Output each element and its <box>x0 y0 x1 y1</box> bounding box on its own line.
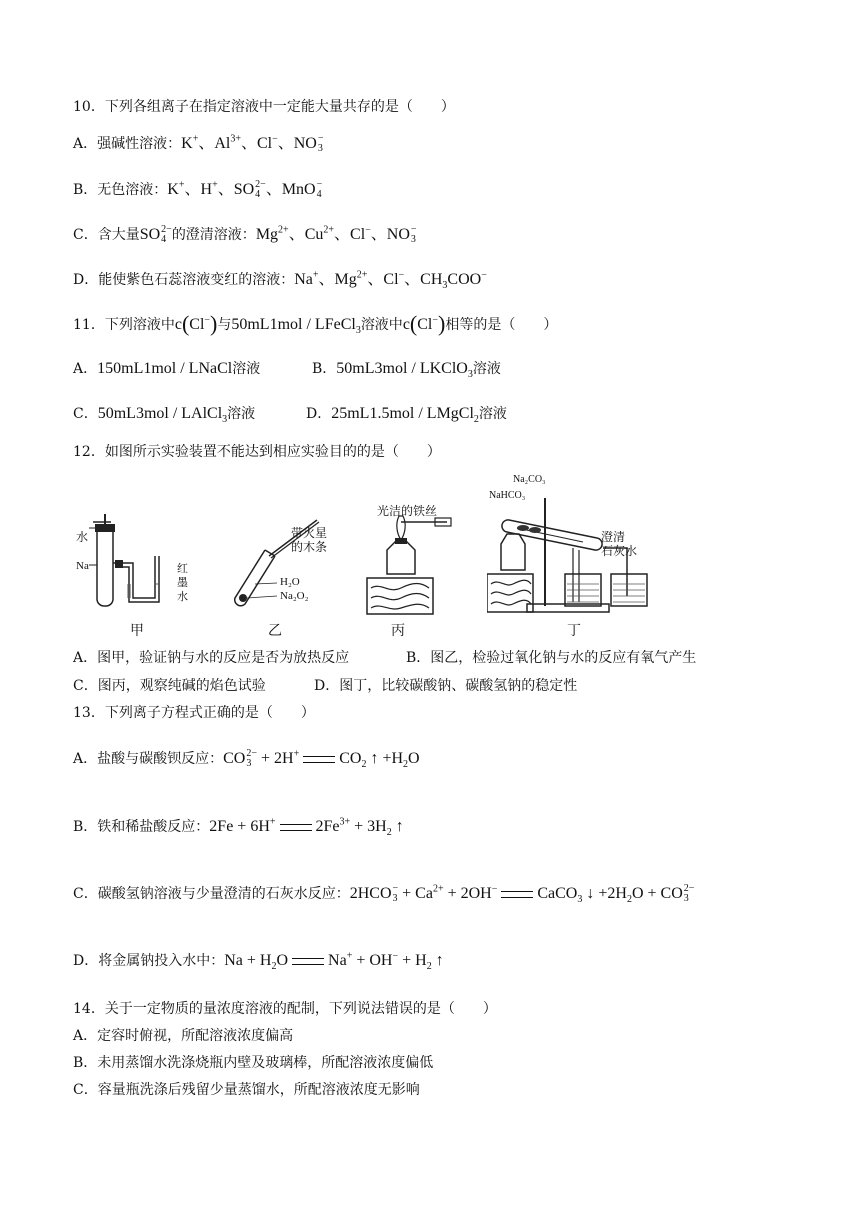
q13-stem: 13．下列离子方程式正确的是（ ） <box>73 705 315 721</box>
label-nahco3: NaHCO₃ <box>489 490 526 501</box>
q12-option-c: C．图丙，观察纯碱的焰色试验 <box>73 678 266 694</box>
q14-option-c: C．容量瓶洗涤后残留少量蒸馏水，所配溶液浓度无影响 <box>73 1082 420 1098</box>
label-glowing-splint: 带火星 的木条 <box>291 526 328 554</box>
apparatus-yi <box>221 488 351 640</box>
q11-option-a: A．150mL1mol / LNaCl溶液 <box>73 360 261 377</box>
label-na2co3: Na₂CO₃ <box>513 474 546 485</box>
q13-option-d: D．将金属钠投入水中：$Na + H_2O$ $Na^+ + OH^- + H_2$ ↑ <box>73 950 444 973</box>
q13-option-c: C．碳酸氢钠溶液与少量澄清的石灰水反应：2HCO − 3 + $Ca^{2+} + 2OH^-$ CaCO$_3$ ↓ $+2H_2O$ + CO 2− 3 <box>73 883 695 906</box>
q11-stem: 11．下列溶液中c(Cl−)与50mL1mol / LFeCl$_3$溶液中c(Cl−)相等的是（ ） <box>73 311 558 337</box>
q13-option-a: A．盐酸与碳酸钡反应：CO 2− 3 + 2H+ $CO_2$ ↑ $+H_2O$ <box>73 748 420 771</box>
q14-stem: 14．关于一定物质的量浓度溶液的配制，下列说法错误的是（ ） <box>73 1001 497 1017</box>
label-red-ink: 红 墨 水 <box>177 562 188 603</box>
q14-option-b: B．未用蒸馏水洗涤烧瓶内壁及玻璃棒，所配溶液浓度偏低 <box>73 1055 434 1071</box>
q13-option-b: B．铁和稀盐酸反应：2Fe + 6H+ $2Fe^{3+} + 3H_2$ ↑ <box>73 816 404 839</box>
q10-option-a: A．强碱性溶液：K+、$Al^{3+}$、Cl−、NO − 3 <box>73 133 324 155</box>
caption-bing: 丙 <box>391 623 405 639</box>
apparatus-figure <box>73 474 663 640</box>
label-sodium: Na <box>76 560 89 572</box>
q11-option-c: C．50mL3mol / LAlCl$_3$溶液 <box>73 405 256 426</box>
q11-option-d: D．25mL1.5mol / LMgCl$_2$溶液 <box>306 405 507 426</box>
caption-ding: 丁 <box>567 623 581 639</box>
q14-option-a: A．定容时俯视，所配溶液浓度偏高 <box>73 1028 294 1044</box>
q12-option-d: D．图丁，比较碳酸钠、碳酸氢钠的稳定性 <box>314 678 578 694</box>
q10-stem: 10．下列各组离子在指定溶液中一定能大量共存的是（ ） <box>73 99 455 115</box>
label-water: 水 <box>76 530 89 544</box>
label-limewater: 澄清 石灰水 <box>601 530 638 558</box>
q12-option-b: B．图乙，检验过氧化钠与水的反应有氧气产生 <box>406 650 697 666</box>
q11-option-b: B．50mL3mol / LKClO$_3$溶液 <box>312 360 501 381</box>
label-na2o2: Na₂O₂ <box>280 590 309 602</box>
q10-option-d: D．能使紫色石蕊溶液变红的溶液：Na+、$Mg^{2+}$、Cl−、$CH_3COO^-$ <box>73 269 487 292</box>
label-iron-wire: 光洁的铁丝 <box>377 504 438 518</box>
apparatus-jia <box>73 488 203 640</box>
q10-option-b: B．无色溶液：K+、H+、SO 2− 4 、MnO − 4 <box>73 179 323 201</box>
caption-yi: 乙 <box>268 623 282 639</box>
q10-option-c: C．含大量SO 2− 4 的澄清溶液：$Mg^{2+}$、$Cu^{2+}$、Cl−、NO − 3 <box>73 224 417 246</box>
caption-jia: 甲 <box>130 623 144 639</box>
q12-stem: 12．如图所示实验装置不能达到相应实验目的的是（ ） <box>73 444 441 460</box>
apparatus-bing <box>361 488 461 640</box>
label-h2o: H₂O <box>280 576 300 588</box>
q12-option-a: A．图甲，验证钠与水的反应是否为放热反应 <box>73 650 350 666</box>
apparatus-ding <box>487 474 663 640</box>
